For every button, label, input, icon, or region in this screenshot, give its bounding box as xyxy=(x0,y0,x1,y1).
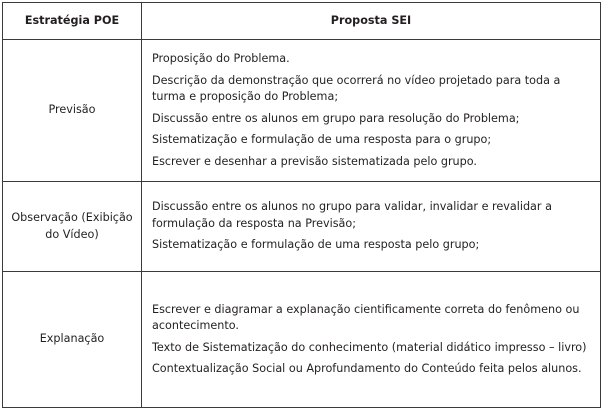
list-item: Texto de Sistematização do conhecimento (material didático impresso – livro) xyxy=(152,340,587,354)
stage-cell: Observação (Exibição do Vídeo) xyxy=(3,182,142,272)
list-item: Contextualização Social ou Aprofundamento do Conteúdo feita pelos alunos. xyxy=(152,362,582,375)
stage-cell: Previsão xyxy=(3,40,142,182)
list-item: Sistematização e formulação de uma resposta para o grupo; xyxy=(152,133,492,146)
list-item: Descrição da demonstração que ocorrerá no vídeo projetado para toda a turma e proposição do Problema; xyxy=(152,73,561,103)
proposal-cell xyxy=(142,272,601,408)
table-container xyxy=(2,2,600,406)
list-item: Discussão entre os alunos no grupo para validar, invalidar e revalidar a formulação da resposta na Previsão; xyxy=(152,200,552,230)
header-proposta-sei: Proposta SEI xyxy=(142,3,601,40)
table-row-previsao xyxy=(3,40,601,182)
table-row-observacao xyxy=(3,182,601,272)
header-estrategia-poe: Estratégia POE xyxy=(3,3,142,40)
proposal-cell xyxy=(142,40,601,182)
table-row-explanacao xyxy=(3,272,601,408)
list-item: Proposição do Problema. xyxy=(152,52,290,65)
proposal-cell xyxy=(142,182,601,272)
list-item: Sistematização e formulação de uma resposta pelo grupo; xyxy=(152,238,480,252)
header-row xyxy=(3,3,601,40)
poe-sei-table xyxy=(2,2,601,408)
list-item: Escrever e diagramar a explanação cientificamente correta do fenômeno ou acontecimento. xyxy=(152,302,580,332)
list-item: Escrever e desenhar a previsão sistematizada pelo grupo. xyxy=(152,154,477,168)
stage-cell: Explanação xyxy=(3,272,142,408)
list-item: Discussão entre os alunos em grupo para resolução do Problema; xyxy=(152,111,520,125)
